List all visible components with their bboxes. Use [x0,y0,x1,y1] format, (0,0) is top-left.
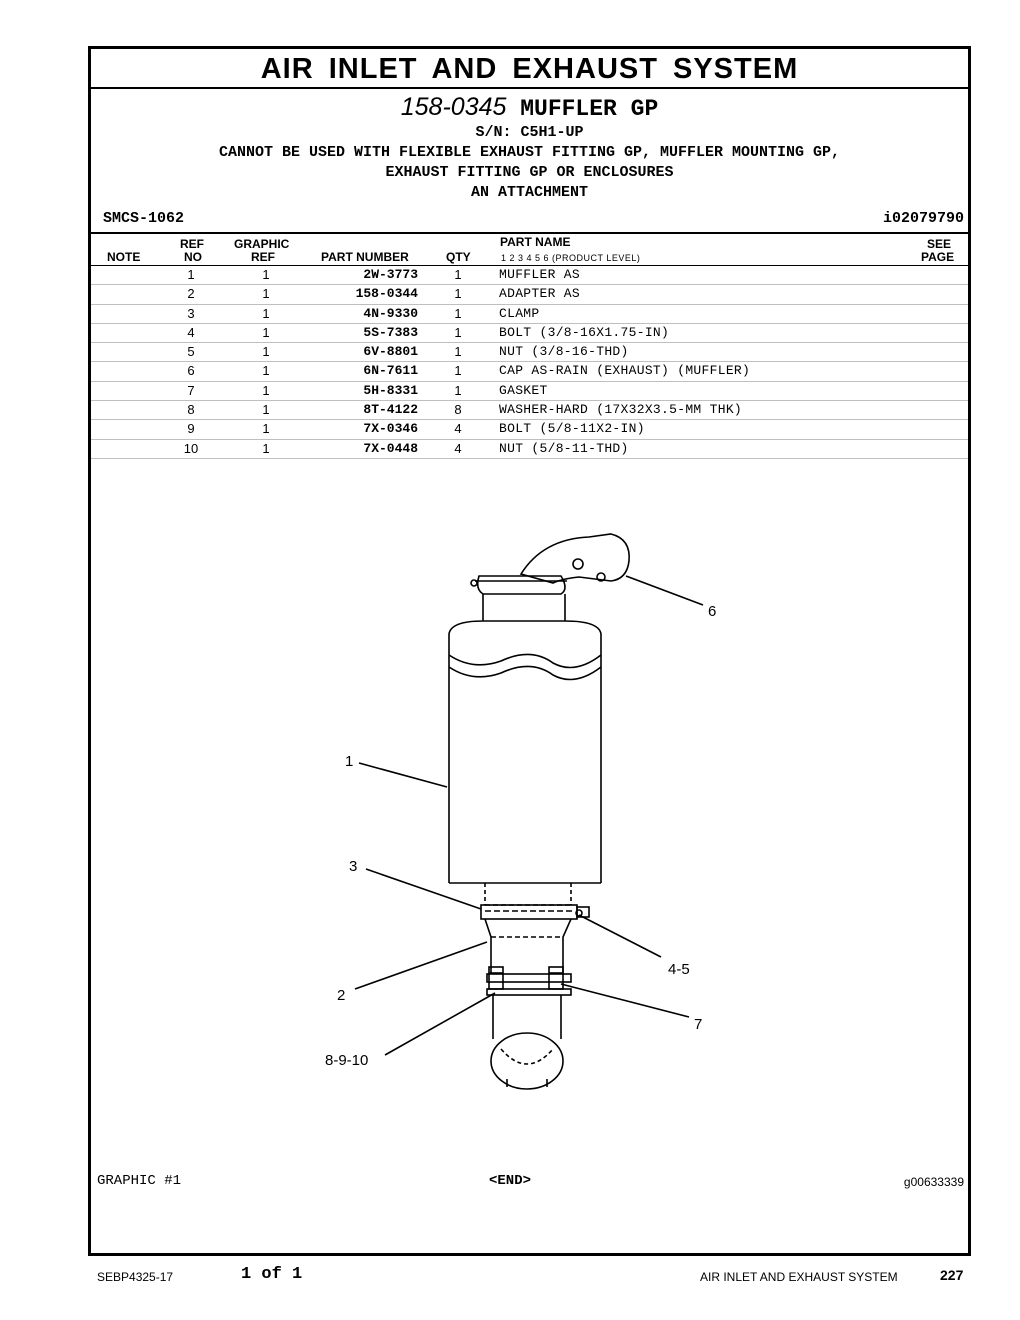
group-note-3: AN ATTACHMENT [470,184,589,201]
serial-range: S/N: C5H1-UP [475,124,584,141]
col-qty: QTY [446,250,471,264]
quantity: 1 [454,344,462,360]
quantity: 1 [454,363,462,379]
elbow-drawing [491,995,563,1089]
quantity: 8 [454,402,462,418]
quantity: 1 [454,286,462,302]
col-see-bottom: PAGE [921,250,955,264]
footer-doc-number: SEBP4325-17 [97,1270,174,1284]
part-number: 2W-3773 [363,267,418,282]
section-title: AIR INLET AND EXHAUST SYSTEM [91,49,968,89]
footer-page-of: 1 of 1 [241,1265,303,1284]
group-note-1: CANNOT BE USED WITH FLEXIBLE EXHAUST FITTING GP, MUFFLER MOUNTING GP, [218,144,841,161]
adapter-drawing [485,919,571,974]
clamp-drawing [481,905,589,919]
part-name: BOLT (5/8-11X2-IN) [499,421,645,437]
callout-7: 7 [694,1016,703,1033]
quantity: 1 [454,267,462,282]
leader-line-4-5 [579,915,661,957]
part-name: ADAPTER AS [499,286,581,302]
callout-3: 3 [349,858,358,875]
col-graphic-top: GRAPHIC [234,237,290,251]
callout-4-5: 4-5 [668,961,690,978]
ref-no: 6 [187,363,195,379]
part-number: 6V-8801 [363,344,418,360]
col-note: NOTE [107,250,141,264]
graphic-ref: 1 [262,421,270,437]
group-note-2: EXHAUST FITTING GP OR ENCLOSURES [385,164,674,181]
graphic-ref: 1 [262,363,270,379]
footer-section-title: AIR INLET AND EXHAUST SYSTEM [700,1270,898,1284]
leader-line-2 [355,942,487,989]
leader-line-7 [561,984,689,1017]
ref-no: 5 [187,344,195,360]
graphic-id: g00633339 [903,1175,964,1189]
part-number: 5H-8331 [363,382,418,398]
quantity: 1 [454,382,462,398]
ref-no: 3 [187,305,195,321]
ref-no: 2 [187,286,195,302]
graphic-ref: 1 [262,286,270,302]
part-name: CAP AS-RAIN (EXHAUST) (MUFFLER) [499,363,751,379]
col-ref-top: REF [180,237,204,251]
part-name: GASKET [499,382,548,398]
callout-6: 6 [708,603,717,620]
part-name: NUT (5/8-11-THD) [499,440,629,456]
col-see-top: SEE [927,237,952,251]
parts-page-frame [88,46,971,1256]
graphic-ref: 1 [262,324,270,340]
graphic-ref: 1 [262,267,270,282]
col-graphic-bottom: REF [251,250,275,264]
ref-no: 8 [187,402,195,418]
muffler-group-illustration [91,49,968,1253]
part-number: 7X-0346 [363,421,418,437]
col-part-number: PART NUMBER [321,250,409,264]
graphic-label: GRAPHIC #1 [97,1173,182,1189]
quantity: 4 [454,440,462,456]
ref-no: 9 [187,421,195,437]
col-ref-bottom: NO [184,250,202,264]
part-number: 4N-9330 [363,305,418,321]
part-number: 7X-0448 [363,440,418,456]
group-name: MUFFLER GP [520,96,659,122]
footer-page-number: 227 [940,1267,964,1283]
smcs-code: SMCS-1062 [103,210,185,227]
end-marker: <END> [489,1173,532,1189]
leader-line-1 [359,763,447,787]
ref-no: 7 [187,382,195,398]
quantity: 1 [454,324,462,340]
part-name: NUT (3/8-16-THD) [499,344,629,360]
quantity: 1 [454,305,462,321]
part-name: MUFFLER AS [499,267,581,282]
part-name: WASHER-HARD (17X32X3.5-MM THK) [499,402,743,418]
muffler-body-drawing [449,621,601,883]
part-name: BOLT (3/8-16X1.75-IN) [499,324,670,340]
col-product-level: 1 2 3 4 5 6 (PRODUCT LEVEL) [501,253,641,263]
graphic-ref: 1 [262,402,270,418]
part-number: 5S-7383 [363,324,418,340]
flange-drawing [487,967,571,995]
ref-no: 1 [187,267,195,282]
illustration-id: i02079790 [882,210,964,227]
quantity: 4 [454,421,462,437]
graphic-ref: 1 [262,440,270,456]
part-number: 158-0344 [355,286,418,302]
graphic-ref: 1 [262,344,270,360]
col-part-name: PART NAME [500,235,571,249]
ref-no: 4 [187,324,195,340]
ref-no: 10 [183,440,199,456]
graphic-ref: 1 [262,305,270,321]
rain-cap-drawing [471,534,629,594]
part-number: 6N-7611 [363,363,418,379]
leader-line-3 [366,869,481,909]
callout-1: 1 [345,753,354,770]
graphic-ref: 1 [262,382,270,398]
leader-line-8-9-10 [385,993,495,1055]
callout-8-9-10: 8-9-10 [325,1052,369,1069]
callout-2: 2 [337,987,346,1004]
group-part-number: 158-0345 [400,93,507,121]
part-name: CLAMP [499,305,540,321]
part-number: 8T-4122 [363,402,418,418]
leader-line-6 [626,576,703,605]
